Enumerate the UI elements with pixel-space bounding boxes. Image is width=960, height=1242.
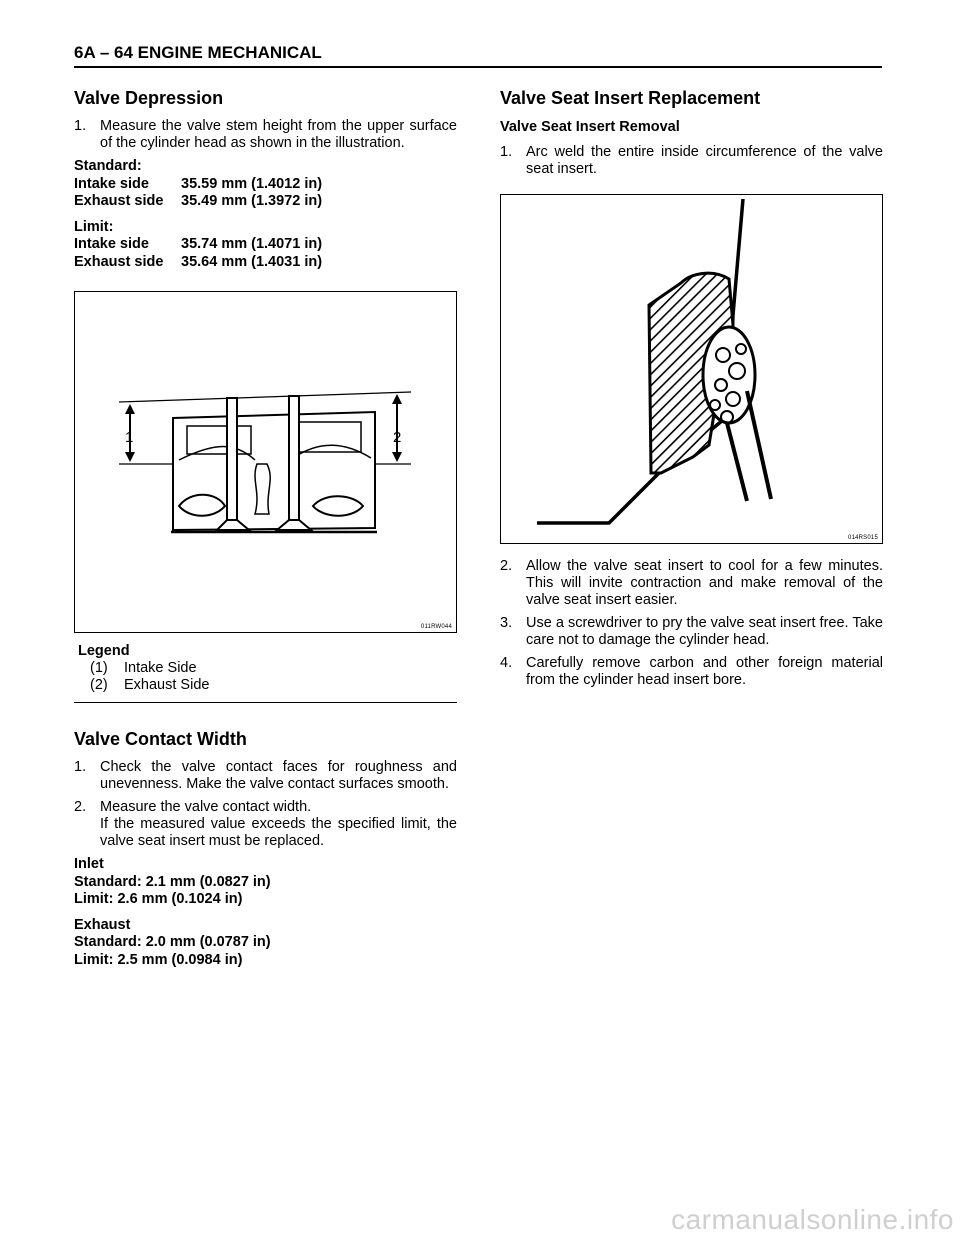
removal-step-1 <box>500 144 883 178</box>
spec-row <box>74 236 457 254</box>
step-number: 1. <box>74 759 87 775</box>
inlet-label: Inlet <box>74 856 104 872</box>
spec-row <box>74 254 457 272</box>
legend-item <box>78 677 457 694</box>
cylinder-head-illustration <box>75 292 456 632</box>
spec-key: Exhaust side <box>74 253 164 270</box>
spec-row <box>74 176 457 194</box>
legend <box>74 633 457 703</box>
standard-spec <box>74 158 457 211</box>
spec-row <box>74 193 457 211</box>
spec-value: 35.59 mm (1.4012 in) <box>181 175 323 192</box>
inlet-spec <box>74 856 457 909</box>
valve-depression-heading: Valve Depression <box>74 88 224 108</box>
spec-value: 35.64 mm (1.4031 in) <box>181 253 323 270</box>
valve-depression-step-1 <box>74 118 457 152</box>
step-text: Measure the valve contact width. <box>100 799 312 815</box>
step-number: 2. <box>500 558 513 574</box>
valve-contact-width-heading: Valve Contact Width <box>74 729 247 749</box>
removal-step-2 <box>500 558 883 609</box>
legend-title: Legend <box>78 643 130 659</box>
legend-label: Intake Side <box>124 660 197 676</box>
inlet-limit: Limit: 2.6 mm (0.1024 in) <box>74 891 243 907</box>
exhaust-limit: Limit: 2.5 mm (0.0984 in) <box>74 951 243 968</box>
right-column <box>500 86 883 695</box>
figure-code: 014RS015 <box>848 535 878 541</box>
valve-depression-figure <box>74 291 457 633</box>
spec-value: 35.74 mm (1.4071 in) <box>181 236 323 252</box>
step-number: 1. <box>74 118 87 134</box>
limit-spec <box>74 219 457 272</box>
step-text: Check the valve contact faces for roughness and unevenness. Make the valve contact surfaces smooth. <box>100 759 457 792</box>
page-title: 6A – 64 ENGINE MECHANICAL <box>74 43 322 62</box>
step-text: Arc weld the entire inside circumference of the valve seat insert. <box>526 144 883 177</box>
step-number: 1. <box>500 144 513 160</box>
step-text: Measure the valve stem height from the upper surface of the cylinder head as shown in the illustration. <box>100 118 457 151</box>
spec-key: Intake side <box>74 175 149 192</box>
figure-code: 011RW044 <box>420 624 452 630</box>
exhaust-standard: Standard: 2.0 mm (0.0787 in) <box>74 934 271 950</box>
removal-step-3 <box>500 615 883 649</box>
legend-number: (1) <box>90 660 108 676</box>
legend-label: Exhaust Side <box>124 677 210 693</box>
exhaust-label: Exhaust <box>74 916 131 933</box>
callout-1: 1 <box>125 429 134 446</box>
step-number: 4. <box>500 655 513 671</box>
exhaust-spec <box>74 917 457 970</box>
step-text: Allow the valve seat insert to cool for a few minutes. This will invite contraction and make removal of the valve seat insert easier. <box>526 558 883 608</box>
valve-seat-insert-replacement-heading: Valve Seat Insert Replacement <box>500 88 761 108</box>
standard-label: Standard: <box>74 158 142 174</box>
spec-key: Intake side <box>74 236 149 252</box>
step-number: 3. <box>500 615 513 631</box>
step-number: 2. <box>74 799 87 815</box>
valve-contact-step-1 <box>74 759 457 793</box>
valve-contact-step-2 <box>74 799 457 850</box>
valve-seat-insert-removal-subheading: Valve Seat Insert Removal <box>500 119 680 135</box>
arc-weld-figure <box>500 194 883 544</box>
valve-seat-weld-illustration <box>501 195 882 543</box>
limit-label: Limit: <box>74 218 114 235</box>
spec-value: 35.49 mm (1.3972 in) <box>181 193 323 209</box>
callout-2: 2 <box>393 429 402 446</box>
step-subtext: If the measured value exceeds the specified limit, the valve seat insert must be replaced. <box>100 816 457 849</box>
step-text: Use a screwdriver to pry the valve seat insert free. Take care not to damage the cylinder head. <box>526 615 883 648</box>
watermark: carmanualsonline.info <box>671 1204 954 1235</box>
inlet-standard: Standard: 2.1 mm (0.0827 in) <box>74 873 271 890</box>
removal-step-4 <box>500 655 883 689</box>
spec-key: Exhaust side <box>74 193 164 209</box>
step-text: Carefully remove carbon and other foreign material from the cylinder head insert bore. <box>526 655 883 688</box>
legend-number: (2) <box>90 677 108 693</box>
left-column <box>74 86 457 977</box>
legend-item <box>78 660 457 677</box>
page-header <box>74 42 882 68</box>
